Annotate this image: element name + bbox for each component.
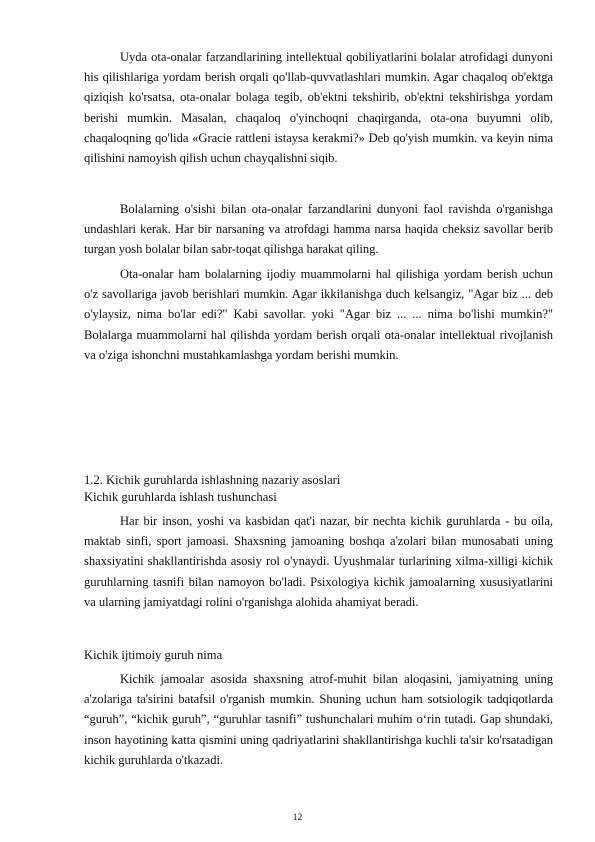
subheading-small-groups-concept: Kichik guruhlarda ishlash tushunchasi xyxy=(84,490,277,504)
paragraph-problem-solving: Ota-onalar ham bolalarning ijodiy muammolarni hal qilishiga yordam berish uchun o'z savollariga javob berishlari mumkin. Agar ikkilanishga duch kelsangiz, "Agar biz ... deb o'ylaysiz, nima bo'lar edi?" Kabi savollar. yoki "Agar biz ... ... nima bo'lishi mumkin?" Bolalarga muammolarni hal qilishda yordam berish orqali ota-onalar intellektual rivojlanish va o'ziga ishonchni mustahkamlashga yordam berishi mumkin. xyxy=(84,267,553,362)
page-number: 12 xyxy=(292,813,303,823)
paragraph-active-exploration: Bolalarning o'sishi bilan ota-onalar farzandlarini dunyoni faol ravishda o'rganishga undashlari kerak. Har bir narsaning va atrofdagi hamma narsa haqida cheksiz savollar berib turgan yosh bolalar bilan sabr-toqat qilishga harakat qiling. xyxy=(84,202,553,257)
paragraph-social-groups-research: Kichik jamoalar asosida shaxsning atrof-muhit bilan aloqasini, jamiyatning uning a'zolariga ta'sirini batafsil o'rganish mumkin. Shuning uchun ham sotsiologik tadqiqotlarda “guruh”, “kichik guruh”, “guruhlar tasnifi” tushunchalari muhim o‘rin tutadi. Gap shundaki, inson hayotining katta qismini uning qadriyatlarini shakllantirishga kuchli ta'sir ko'rsatadigan kichik guruhlarda o'tkazadi. xyxy=(84,672,553,767)
subheading-small-social-group: Kichik ijtimoiy guruh nima xyxy=(84,648,223,662)
paragraph-small-groups: Har bir inson, yoshi va kasbidan qat'i nazar, bir nechta kichik guruhlarda - bu oila, maktab sinfi, sport jamoasi. Shaxsning jamoaning boshqa a'zolari bilan munosabati uning shaxsiyatini shakllantirishda asosiy rol o'ynaydi. Uyushmalar turlarining xilma-xilligi kichik guruhlarning tasnifi bilan namoyon bo'ladi. Psixologiya kichik jamoalarning xususiyatlarini va ularning jamiyatdagi rolini o'rganishga alohida ahamiyat beradi. xyxy=(84,514,553,609)
section-heading: 1.2. Kichik guruhlarda ishlashning nazariy asoslari xyxy=(84,473,341,487)
paragraph-parents-support: Uyda ota-onalar farzandlarining intellektual qobiliyatlarini bolalar atrofidagi dunyoni his qilishlariga yordam berish orqali qo'llab-quvvatlashlari mumkin. Agar chaqaloq ob'ektga qiziqish ko'rsatsa, ota-onalar bolaga tegib, ob'ektni tekshirib, ob'ektni tekshirishga yordam berishi mumkin. Masalan, chaqaloq o'yinchoqni chaqirganda, ota-ona buyumni olib, chaqaloqning qo'lida «Gracie rattleni istaysa kerakmi?» Deb qo'yish mumkin. va keyin nima qilishini namoyish qilish uchun chayqalishni siqib. xyxy=(84,50,553,166)
